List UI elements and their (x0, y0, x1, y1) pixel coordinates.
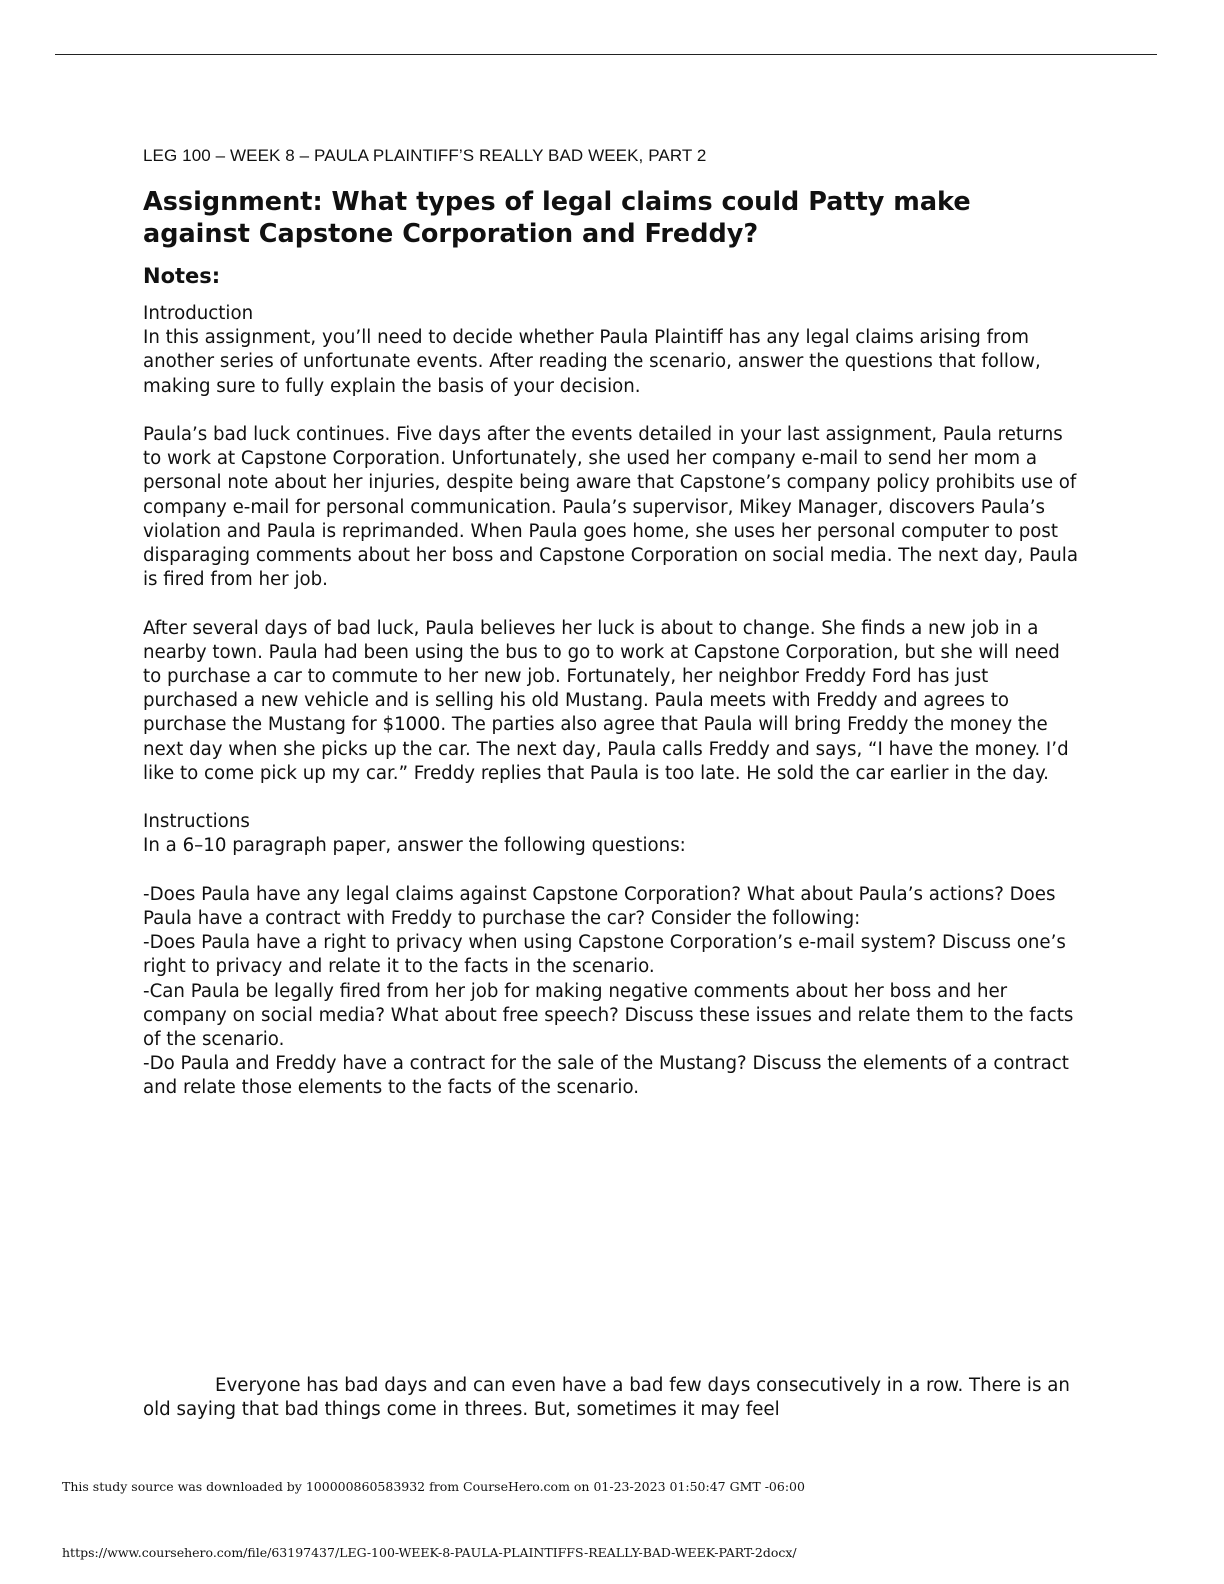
notes-section (143, 302, 1078, 1101)
introduction-text: In this assignment, you’ll need to decide whether Paula Plaintiff has any legal claims arising from another series of unfortunate events. After reading the scenario, answer the questions that follow, making sure to fully explain the basis of your decision. (143, 327, 1041, 397)
scenario-paragraph-1: Paula’s bad luck continues. Five days after the events detailed in your last assignment, Paula returns to work at Capstone Corporation. Unfortunately, she used her company e-mail to send her mom a personal note about her injuries, despite being aware that Capstone’s company policy prohibits use of company e-mail for personal communication. Paula’s supervisor, Mikey Manager, discovers Paula’s violation and Paula is reprimanded. When Paula goes home, she uses her personal computer to post disparaging comments about her boss and Capstone Corporation on social media. The next day, Paula is fired from her job. (143, 424, 1078, 591)
question-item: -Does Paula have any legal claims against Capstone Corporation? What about Paula’s actions? Does Paula have a contract with Freddy to purchase the car? Consider the following: (143, 883, 1056, 930)
question-list (143, 883, 1078, 1101)
introduction-label: Introduction (143, 303, 254, 324)
question-item: -Do Paula and Freddy have a contract for the sale of the Mustang? Discuss the elements of a contract and relate those elements to the facts of the scenario. (143, 1053, 1069, 1099)
instructions-paragraph (143, 810, 1078, 858)
assignment-title: Assignment: What types of legal claims could Patty make against Capstone Corporation and Freddy? (143, 187, 971, 249)
question-item: -Does Paula have a right to privacy when using Capstone Corporation’s e-mail system? Discuss one’s right to privacy and relate it to the facts in the scenario. (143, 932, 1066, 978)
document-body (143, 146, 1078, 1101)
instructions-label: Instructions (143, 811, 250, 833)
top-divider (55, 54, 1157, 55)
source-url[interactable]: https://www.coursehero.com/file/63197437/LEG-100-WEEK-8-PAULA-PLAINTIFFS-REALLY-BAD-WEEK-PART-2docx/ (62, 1545, 797, 1560)
essay-opening-text: Everyone has bad days and can even have a bad few days consecutively in a row. There is an old saying that bad things come in threes. But, sometimes it may feel (143, 1375, 1070, 1421)
scenario-paragraph-2: After several days of bad luck, Paula believes her luck is about to change. She finds a new job in a nearby town. Paula had been using the bus to go to work at Capstone Corporation, but she will need to purchase a car to commute to her new job. Fortunately, her neighbor Freddy Ford has just purchased a new vehicle and is selling his old Mustang. Paula meets with Freddy and agrees to purchase the Mustang for $1000. The parties also agree that Paula will bring Freddy the money the next day when she picks up the car. The next day, Paula calls Freddy and says, “I have the money. I’d like to come pick up my car.” Freddy replies that Paula is too late. He sold the car earlier in the day. (143, 617, 1069, 784)
introduction-paragraph (143, 302, 1078, 399)
instructions-text: In a 6–10 paragraph paper, answer the following questions: (143, 835, 686, 857)
essay-opening-paragraph (143, 1374, 1078, 1422)
notes-heading: Notes: (143, 264, 221, 288)
download-notice: This study source was downloaded by 100000860583932 from CourseHero.com on 01-23-2023 01:50:47 GMT -06:00 (62, 1479, 805, 1494)
course-header: LEG 100 – WEEK 8 – PAULA PLAINTIFF’S REALLY BAD WEEK, PART 2 (143, 146, 707, 165)
question-item: -Can Paula be legally fired from her job for making negative comments about her boss and her company on social media? What about free speech? Discuss these issues and relate them to the facts of the scenario. (143, 980, 1074, 1051)
